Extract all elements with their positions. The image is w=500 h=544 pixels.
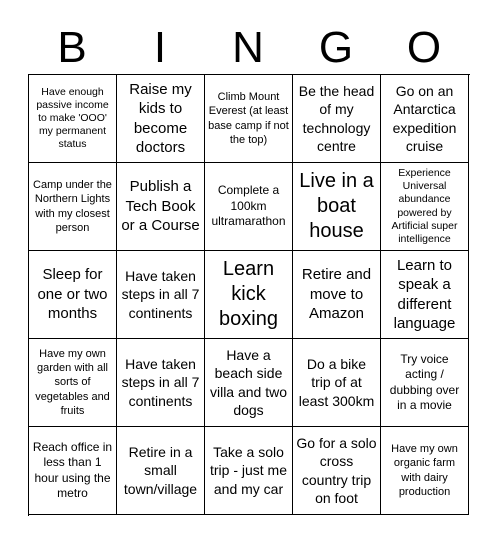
cell-text: Have my own garden with all sorts of vegetables and fruits (35, 348, 110, 417)
cell-text: Have enough passive income to make 'OOO' my permanent status (36, 85, 109, 151)
bingo-cell-r2-c2[interactable] (117, 163, 205, 251)
bingo-cell-r3-c1[interactable] (29, 251, 117, 339)
bingo-cell-r1-c3[interactable] (205, 75, 293, 163)
bingo-cell-r5-c2[interactable] (117, 427, 205, 515)
bingo-cell-r2-c4[interactable] (293, 163, 381, 251)
cell-text: Learn kick boxing (219, 258, 278, 330)
cell-text: Go on an Antarctica expedition cruise (392, 83, 457, 154)
header-letter-o: O (406, 23, 442, 72)
cell-text: Retire and move to Amazon (301, 266, 372, 323)
bingo-cell-r3-c4[interactable] (293, 251, 381, 339)
cell-text: Go for a solo cross country trip on foot (296, 435, 377, 506)
cell-text: Camp under the Northern Lights with my closest person (33, 179, 112, 234)
cell-text: Have a beach side villa and two dogs (209, 347, 288, 418)
header-letter-b: B (57, 23, 87, 72)
bingo-cell-r5-c4[interactable] (293, 427, 381, 515)
bingo-cell-r4-c3[interactable] (205, 339, 293, 427)
bingo-cell-r2-c1[interactable] (29, 163, 117, 251)
cell-text: Reach office in less than 1 hour using the metro (32, 439, 113, 500)
bingo-cell-r3-c2[interactable] (117, 251, 205, 339)
bingo-cell-r4-c4[interactable] (293, 339, 381, 427)
header-letter-i: I (153, 23, 167, 72)
cell-text: Complete a 100km ultramarathon (211, 183, 286, 229)
bingo-cell-r1-c1[interactable] (29, 75, 117, 163)
cell-text: Raise my kids to become doctors (129, 80, 192, 156)
cell-text: Try voice acting / dubbing over in a movie (389, 351, 460, 412)
cell-text: Do a bike trip of at least 300km (298, 356, 375, 409)
bingo-cell-r4-c1[interactable] (29, 339, 117, 427)
cell-text: Publish a Tech Book or a Course (121, 178, 200, 235)
bingo-cell-r1-c5[interactable] (381, 75, 469, 163)
cell-text: Retire in a small town/village (123, 444, 198, 497)
bingo-header (28, 22, 468, 74)
bingo-cell-r4-c5[interactable] (381, 339, 469, 427)
header-letter-n: N (232, 23, 264, 72)
cell-text: Experience Universal abundance powered by Artificial super intelligence (391, 167, 458, 245)
header-letter-g: G (318, 23, 354, 72)
cell-text: Live in a boat house (299, 170, 374, 242)
bingo-cell-r5-c3[interactable] (205, 427, 293, 515)
bingo-cell-r1-c2[interactable] (117, 75, 205, 163)
cell-text: Be the head of my technology centre (298, 83, 375, 154)
cell-text: Have my own organic farm with dairy production (391, 443, 458, 498)
bingo-cell-r3-c3[interactable] (205, 251, 293, 339)
bingo-cell-r5-c1[interactable] (29, 427, 117, 515)
bingo-cell-r4-c2[interactable] (117, 339, 205, 427)
bingo-cell-r2-c3[interactable] (205, 163, 293, 251)
cell-text: Take a solo trip - just me and my car (209, 444, 287, 497)
cell-text: Sleep for one or two months (37, 266, 108, 323)
cell-text: Climb Mount Everest (at least base camp if not the top) (208, 91, 289, 146)
cell-text: Learn to speak a different language (393, 256, 456, 332)
cell-text: Have taken steps in all 7 continents (121, 268, 200, 321)
bingo-cell-r2-c5[interactable] (381, 163, 469, 251)
bingo-board (28, 74, 470, 516)
bingo-cell-r1-c4[interactable] (293, 75, 381, 163)
cell-text: Have taken steps in all 7 continents (121, 356, 200, 409)
bingo-cell-r3-c5[interactable] (381, 251, 469, 339)
bingo-cell-r5-c5[interactable] (381, 427, 469, 515)
